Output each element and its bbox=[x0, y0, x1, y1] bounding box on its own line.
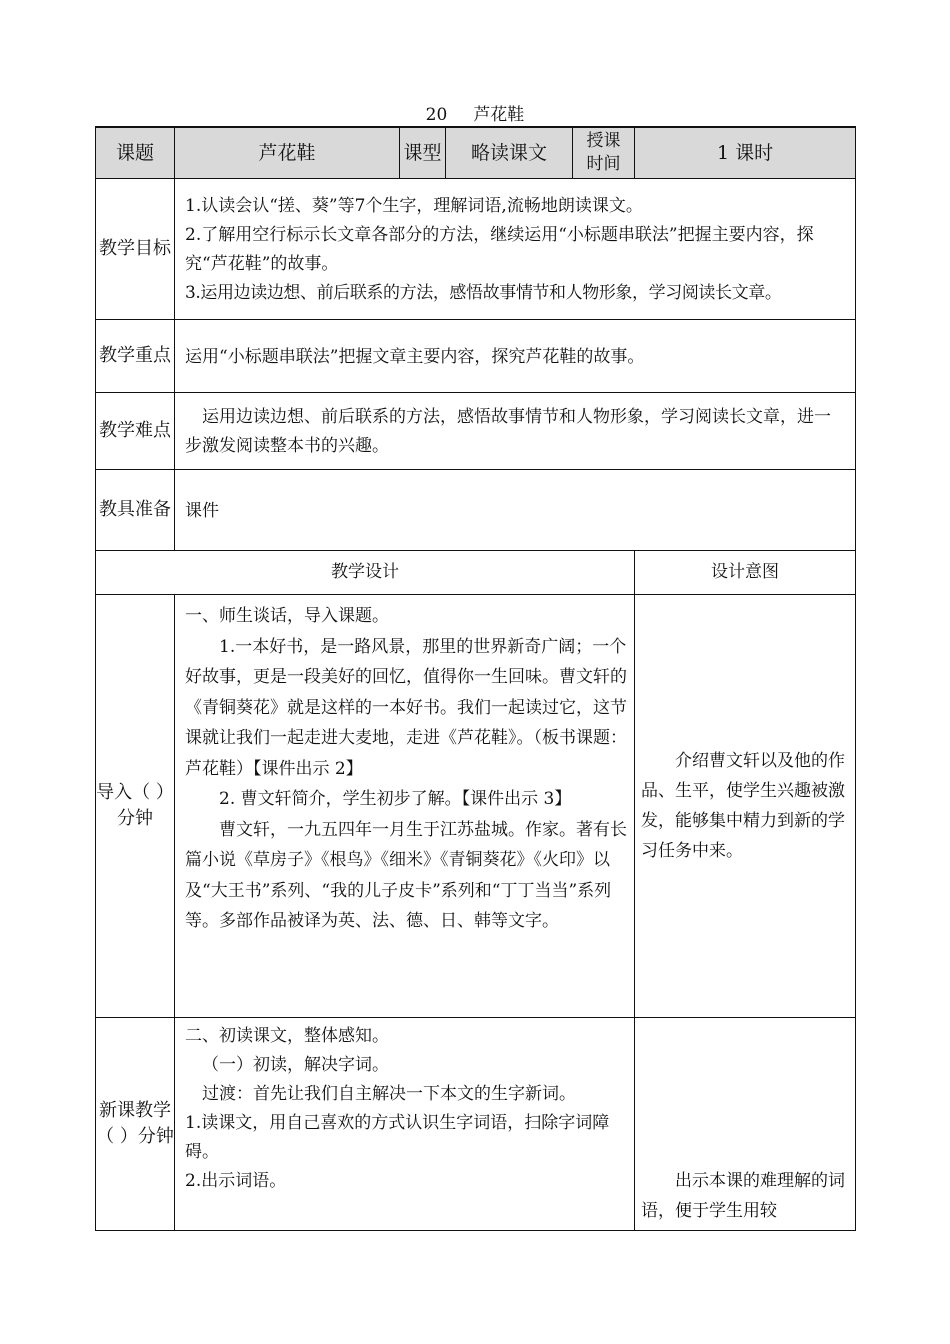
section1-note: 介绍曹文轩以及他的作品、生平，使学生兴趣被激发，能够集中精力到新的学习任务中来。 bbox=[635, 595, 856, 1018]
section1-line-1: 一、师生谈话，导入课题。 bbox=[185, 606, 389, 626]
goal-item-1: 1.认读会认“搓、葵”等7个生字，理解词语,流畅地朗读课文。 bbox=[185, 196, 643, 216]
time-label: 授课时间 bbox=[573, 127, 635, 179]
document-title bbox=[0, 100, 950, 125]
section1-content bbox=[175, 595, 635, 1018]
topic-value: 芦花鞋 bbox=[175, 127, 400, 179]
tools-text: 课件 bbox=[175, 470, 856, 551]
section2-label: 新课教学（ ）分钟 bbox=[96, 1018, 175, 1231]
goals-label: 教学目标 bbox=[96, 179, 175, 320]
difficulties-row bbox=[96, 393, 856, 470]
key-points-row bbox=[96, 320, 856, 393]
section2-note: 出示本课的难理解的词语，便于学生用较 bbox=[635, 1018, 856, 1231]
section1-line-3: 2. 曹文轩简介，学生初步了解。【课件出示 3】 bbox=[219, 789, 572, 809]
tools-label: 教具准备 bbox=[96, 470, 175, 551]
section1-row bbox=[96, 595, 856, 1018]
goal-item-3: 3.运用边读边想、前后联系的方法，感悟故事情节和人物形象，学习阅读长文章。 bbox=[185, 283, 782, 303]
header-row bbox=[96, 127, 856, 179]
intent-header: 设计意图 bbox=[635, 551, 856, 595]
tools-row bbox=[96, 470, 856, 551]
section2-line-5: 2.出示词语。 bbox=[185, 1171, 287, 1191]
design-header-row bbox=[96, 551, 856, 595]
lesson-number: 20 bbox=[425, 105, 448, 125]
type-value: 略读课文 bbox=[446, 127, 573, 179]
section2-line-2: （一）初读，解决字词。 bbox=[202, 1055, 389, 1075]
section1-line-2: 1.一本好书，是一路风景，那里的世界新奇广阔；一个好故事，更是一段美好的回忆，值得你一生回味。曹文轩的《青铜葵花》就是这样的一本好书。我们一起读过它，这节课就让我们一起走进大麦地，走进《芦花鞋》。（板书课题：芦花鞋）【课件出示 2】 bbox=[185, 636, 627, 779]
section2-content bbox=[175, 1018, 635, 1231]
difficulties-label: 教学难点 bbox=[96, 393, 175, 470]
hours-value: 1 课时 bbox=[635, 127, 856, 179]
section2-row bbox=[96, 1018, 856, 1231]
section2-line-3: 过渡：首先让我们自主解决一下本文的生字新词。 bbox=[202, 1084, 576, 1104]
difficulties-text: 运用边读边想、前后联系的方法，感悟故事情节和人物形象，学习阅读长文章，进一步激发阅读整本书的兴趣。 bbox=[175, 393, 856, 470]
lesson-title: 芦花鞋 bbox=[473, 105, 525, 125]
section2-line-1: 二、初读课文，整体感知。 bbox=[185, 1026, 389, 1046]
design-header: 教学设计 bbox=[96, 551, 635, 595]
goals-row bbox=[96, 179, 856, 320]
goals-content bbox=[175, 179, 856, 320]
section1-label: 导入（ ）分钟 bbox=[96, 595, 175, 1018]
section1-line-4: 曹文轩，一九五四年一月生于江苏盐城。作家。著有长篇小说《草房子》《根鸟》《细米》《青铜葵花》《火印》以及“大王书”系列、“我的儿子皮卡”系列和“丁丁当当”系列等。多部作品被译为英、法、德、日、韩等文字。 bbox=[185, 819, 627, 931]
section2-line-4: 1.读课文，用自己喜欢的方式认识生字词语，扫除字词障碍。 bbox=[185, 1113, 610, 1162]
goal-item-2: 2.了解用空行标示长文章各部分的方法，继续运用“小标题串联法”把握主要内容，探究“芦花鞋”的故事。 bbox=[185, 225, 814, 274]
key-points-text: 运用“小标题串联法”把握文章主要内容，探究芦花鞋的故事。 bbox=[175, 320, 856, 393]
topic-label: 课题 bbox=[96, 127, 175, 179]
key-points-label: 教学重点 bbox=[96, 320, 175, 393]
lesson-plan-table bbox=[95, 126, 856, 1231]
type-label: 课型 bbox=[400, 127, 446, 179]
